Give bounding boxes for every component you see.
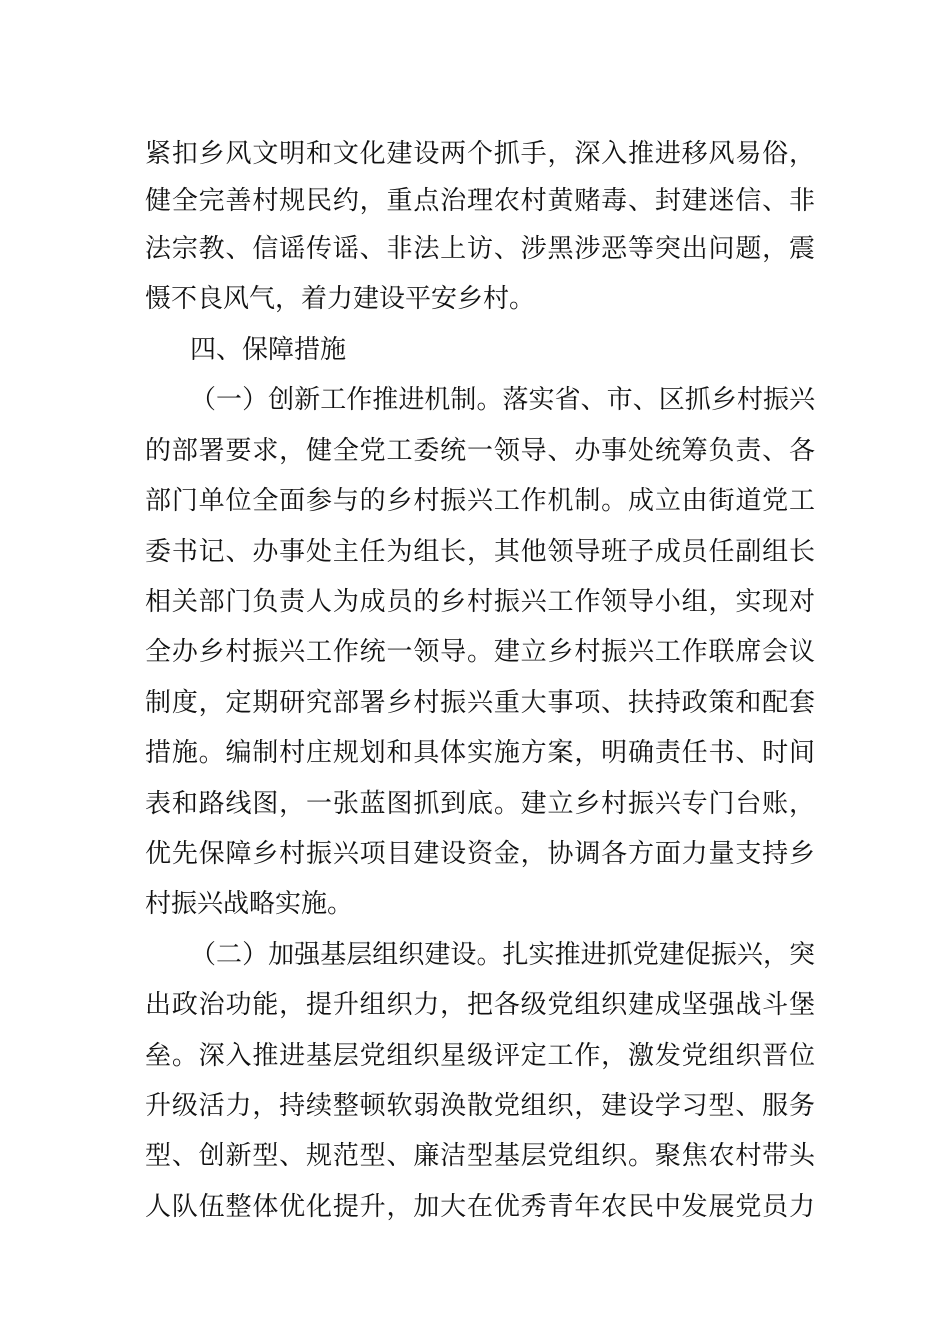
paragraph-line: 全办乡村振兴工作统一领导。建立乡村振兴工作联席会议 [145,637,815,667]
paragraph-line: 型、创新型、规范型、廉洁型基层党组织。聚焦农村带头 [145,1141,815,1171]
paragraph-line: 部门单位全面参与的乡村振兴工作机制。成立由街道党工 [145,486,815,516]
paragraph-line: 法宗教、信谣传谣、非法上访、涉黑涉恶等突出问题，震 [145,234,815,264]
paragraph-line: 表和路线图，一张蓝图抓到底。建立乡村振兴专门台账， [145,789,815,819]
paragraph-line: 紧扣乡风文明和文化建设两个抓手，深入推进移风易俗， [145,139,815,169]
paragraph-line: 优先保障乡村振兴项目建设资金，协调各方面力量支持乡 [145,839,815,869]
paragraph-line: 垒。深入推进基层党组织星级评定工作，激发党组织晋位 [145,1041,815,1071]
paragraph-line: （一）创新工作推进机制。落实省、市、区抓乡村振兴 [190,385,815,415]
paragraph-line: 慑不良风气，着力建设平安乡村。 [145,284,536,314]
paragraph-line: 的部署要求，健全党工委统一领导、办事处统筹负责、各 [145,436,815,466]
section-heading: 四、保障措施 [190,335,347,365]
paragraph-line: 措施。编制村庄规划和具体实施方案，明确责任书、时间 [145,738,815,768]
paragraph-line: （二）加强基层组织建设。扎实推进抓党建促振兴，突 [190,940,815,970]
paragraph-line: 升级活力，持续整顿软弱涣散党组织，建设学习型、服务 [145,1091,815,1121]
paragraph-line: 健全完善村规民约，重点治理农村黄赌毒、封建迷信、非 [145,186,815,216]
paragraph-line: 人队伍整体优化提升，加大在优秀青年农民中发展党员力 [145,1192,815,1222]
paragraph-line: 出政治功能，提升组织力，把各级党组织建成坚强战斗堡 [145,990,815,1020]
paragraph-line: 相关部门负责人为成员的乡村振兴工作领导小组，实现对 [145,587,815,617]
paragraph-line: 制度，定期研究部署乡村振兴重大事项、扶持政策和配套 [145,688,815,718]
paragraph-line: 村振兴战略实施。 [145,889,354,919]
paragraph-line: 委书记、办事处主任为组长，其他领导班子成员任副组长 [145,537,815,567]
